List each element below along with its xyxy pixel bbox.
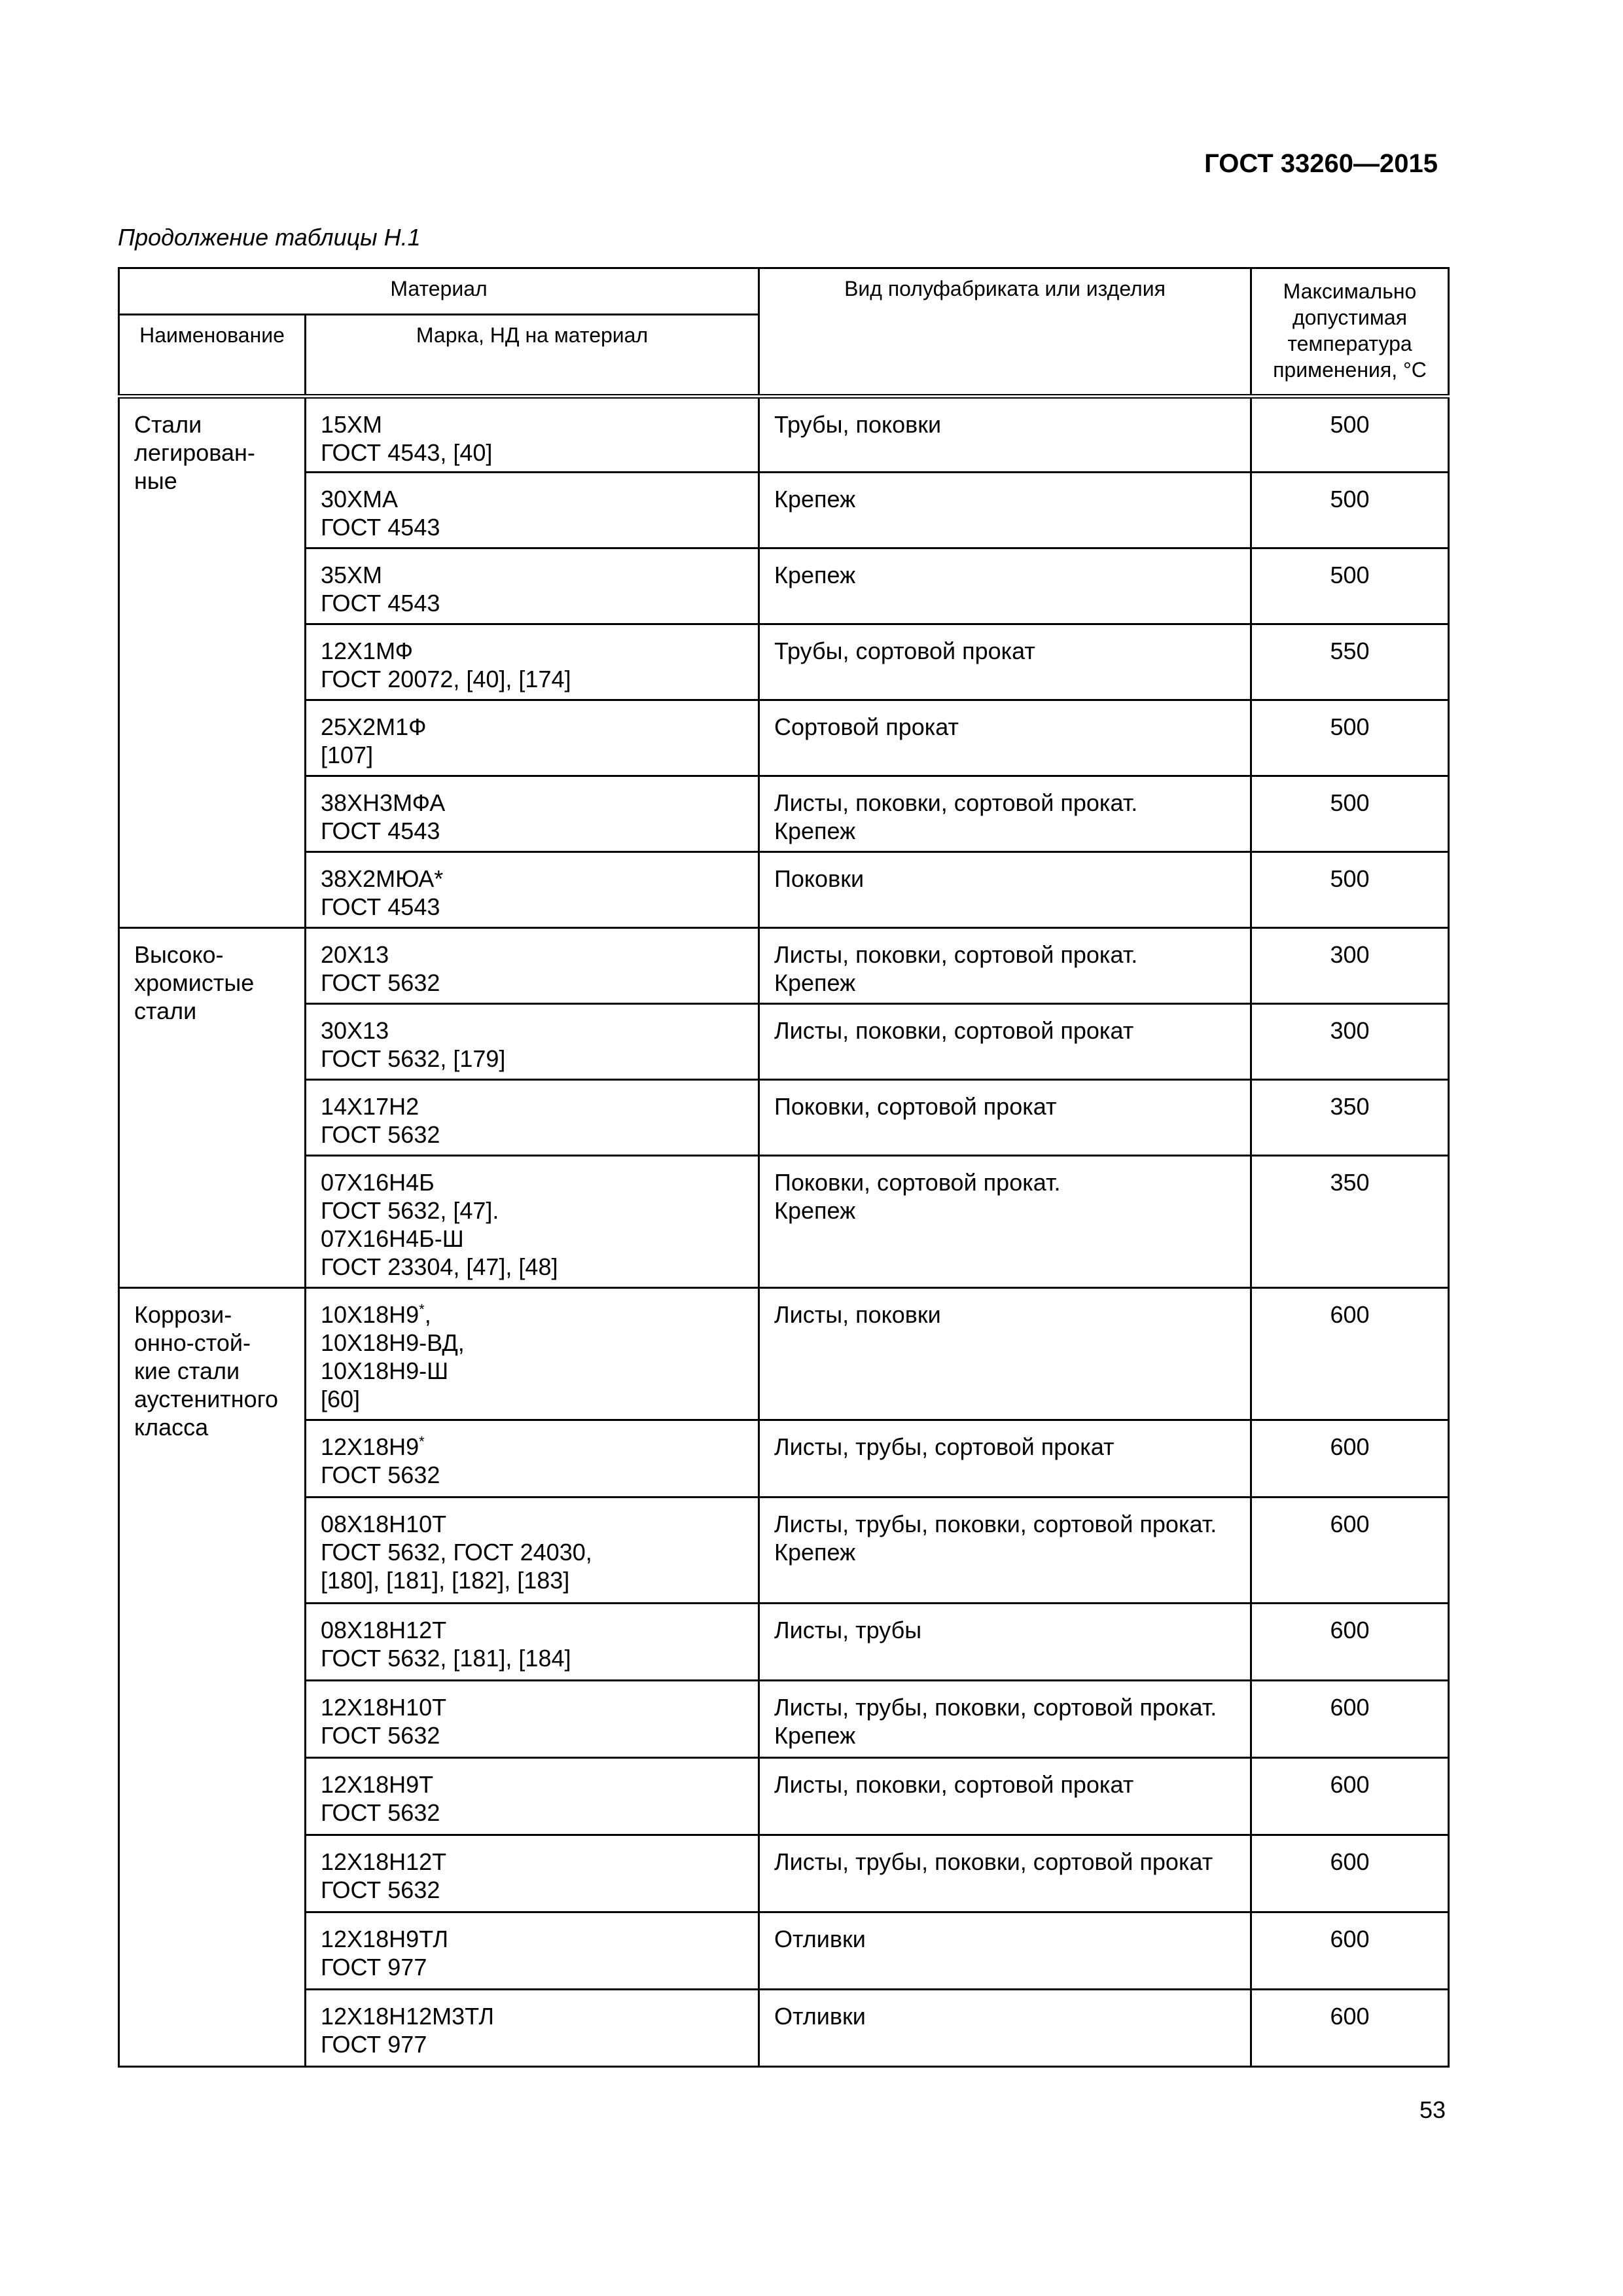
grade-cell <box>306 1990 759 2067</box>
table-row <box>119 1990 1449 2067</box>
cell-line: Высоко- <box>134 941 224 968</box>
temperature-cell: 600 <box>1251 1835 1449 1912</box>
grade-cell <box>306 397 759 473</box>
grade-cell <box>306 1912 759 1990</box>
product-cell <box>759 700 1251 776</box>
cell-line: 38ХН3МФА <box>321 789 446 816</box>
product-cell <box>759 1604 1251 1681</box>
cell-line: ГОСТ 5632 <box>321 1799 440 1826</box>
cell-line: Листы, поковки <box>774 1301 941 1328</box>
product-cell <box>759 1681 1251 1758</box>
product-cell <box>759 1498 1251 1604</box>
cell-line: Поковки, сортовой прокат <box>774 1093 1057 1120</box>
cell-line: ГОСТ 4543 <box>321 817 440 844</box>
cell-line: Листы, поковки, сортовой прокат. <box>774 941 1138 968</box>
temperature-cell: 600 <box>1251 1681 1449 1758</box>
table-body <box>119 397 1449 2067</box>
table-row <box>119 700 1449 776</box>
grade-cell <box>306 928 759 1004</box>
grade-cell <box>306 1420 759 1498</box>
cell-line: Листы, поковки, сортовой прокат <box>774 1017 1134 1044</box>
cell-line: 12Х18Н12М3ТЛ <box>321 2003 494 2030</box>
temperature-cell: 600 <box>1251 1420 1449 1498</box>
table-caption: Продолжение таблицы Н.1 <box>118 224 421 251</box>
table-row <box>119 397 1449 473</box>
grade-cell <box>306 1758 759 1835</box>
grade-cell <box>306 548 759 624</box>
product-cell <box>759 1080 1251 1156</box>
table-row <box>119 928 1449 1004</box>
temperature-cell: 350 <box>1251 1080 1449 1156</box>
product-cell <box>759 1835 1251 1912</box>
cell-line: ГОСТ 5632, ГОСТ 24030, <box>321 1539 592 1566</box>
cell-line: ГОСТ 5632 <box>321 969 440 996</box>
cell-line: Крепеж <box>774 1722 856 1749</box>
cell-line: стали <box>134 997 197 1024</box>
cell-line: Трубы, сортовой прокат <box>774 637 1035 664</box>
cell-line: Крепеж <box>774 817 856 844</box>
cell-line: Листы, трубы, поковки, сортовой прокат. <box>774 1511 1217 1537</box>
product-cell <box>759 776 1251 852</box>
cell-line: [180], [181], [182], [183] <box>321 1567 570 1594</box>
table-row <box>119 1604 1449 1681</box>
cell-line: кие стали <box>134 1357 240 1384</box>
cell-line: [60] <box>321 1386 361 1412</box>
cell-line: Листы, поковки, сортовой прокат. <box>774 789 1138 816</box>
cell-line: Стали <box>134 411 202 438</box>
cell-line: Листы, трубы, сортовой прокат <box>774 1433 1115 1460</box>
cell-line: 10Х18Н9*, <box>321 1301 431 1328</box>
product-cell <box>759 1156 1251 1288</box>
cell-line: ГОСТ 4543 <box>321 893 440 920</box>
cell-line: 38Х2МЮА* <box>321 865 444 892</box>
temperature-cell: 350 <box>1251 1156 1449 1288</box>
cell-line: Крепеж <box>774 562 856 588</box>
cell-line: ГОСТ 4543 <box>321 590 440 617</box>
cell-line: [107] <box>321 742 374 768</box>
cell-line: ГОСТ 5632 <box>321 1121 440 1148</box>
table-row <box>119 1912 1449 1990</box>
cell-line: ГОСТ 5632 <box>321 1462 440 1488</box>
cell-line: Крепеж <box>774 1539 856 1566</box>
cell-line: 08Х18Н12Т <box>321 1617 447 1643</box>
cell-line: ГОСТ 4543 <box>321 514 440 541</box>
product-cell <box>759 548 1251 624</box>
cell-line: Листы, трубы, поковки, сортовой прокат <box>774 1848 1213 1875</box>
document-code: ГОСТ 33260—2015 <box>1204 149 1438 178</box>
cell-line: ГОСТ 23304, [47], [48] <box>321 1253 558 1280</box>
product-cell <box>759 1004 1251 1080</box>
table-row <box>119 1758 1449 1835</box>
table-row <box>119 1004 1449 1080</box>
cell-line: Крепеж <box>774 969 856 996</box>
table-row <box>119 1498 1449 1604</box>
grade-cell <box>306 1835 759 1912</box>
table-row <box>119 624 1449 700</box>
temperature-cell: 600 <box>1251 1604 1449 1681</box>
cell-line: Трубы, поковки <box>774 411 942 438</box>
cell-line: 12Х18Н12Т <box>321 1848 447 1875</box>
cell-line: аустенитного <box>134 1386 279 1412</box>
product-cell <box>759 1990 1251 2067</box>
cell-line: 07Х16Н4Б-Ш <box>321 1225 464 1252</box>
cell-line: хромистые <box>134 969 255 996</box>
table-row <box>119 548 1449 624</box>
header-product: Вид полуфабриката или изделия <box>759 268 1251 397</box>
temperature-cell: 300 <box>1251 1004 1449 1080</box>
grade-cell <box>306 1004 759 1080</box>
cell-line: ГОСТ 20072, [40], [174] <box>321 666 571 692</box>
table-row <box>119 473 1449 548</box>
temperature-cell: 500 <box>1251 852 1449 928</box>
cell-line: ГОСТ 5632, [179] <box>321 1045 506 1072</box>
cell-line: Крепеж <box>774 1197 856 1224</box>
header-temp-line: применения, °С <box>1273 358 1427 382</box>
cell-line: 30ХМА <box>321 486 399 512</box>
grade-cell <box>306 1681 759 1758</box>
temperature-cell: 500 <box>1251 397 1449 473</box>
temperature-cell: 300 <box>1251 928 1449 1004</box>
header-temperature <box>1251 268 1449 397</box>
cell-line: онно-стой- <box>134 1329 251 1356</box>
grade-cell <box>306 1080 759 1156</box>
cell-line: Сортовой прокат <box>774 713 959 740</box>
table-row <box>119 1835 1449 1912</box>
table-row <box>119 1288 1449 1420</box>
cell-line: Отливки <box>774 1926 866 1952</box>
cell-line: ГОСТ 5632, [181], [184] <box>321 1645 571 1672</box>
grade-cell <box>306 852 759 928</box>
cell-line: 25Х2М1Ф <box>321 713 427 740</box>
cell-line: 08Х18Н10Т <box>321 1511 447 1537</box>
cell-line: Крепеж <box>774 486 856 512</box>
table-row <box>119 1080 1449 1156</box>
cell-line: 35ХМ <box>321 562 383 588</box>
cell-line: 10Х18Н9-ВД, <box>321 1329 465 1356</box>
cell-line: 07Х16Н4Б <box>321 1169 435 1196</box>
grade-cell <box>306 700 759 776</box>
table-row <box>119 852 1449 928</box>
header-temp-line: допустимая <box>1292 306 1408 329</box>
grade-cell <box>306 473 759 548</box>
temperature-cell: 500 <box>1251 700 1449 776</box>
product-cell <box>759 928 1251 1004</box>
cell-line: 12Х18Н9* <box>321 1433 425 1460</box>
cell-line: Поковки, сортовой прокат. <box>774 1169 1061 1196</box>
cell-line: 12Х18Н9ТЛ <box>321 1926 448 1952</box>
cell-line: ГОСТ 977 <box>321 2031 427 2058</box>
cell-line: Коррози- <box>134 1301 232 1328</box>
temperature-cell: 600 <box>1251 1288 1449 1420</box>
header-name: Наименование <box>119 315 306 397</box>
product-cell <box>759 1758 1251 1835</box>
temperature-cell: 500 <box>1251 548 1449 624</box>
table-row <box>119 776 1449 852</box>
header-temp-line: Максимально <box>1283 279 1417 303</box>
grade-cell <box>306 1604 759 1681</box>
cell-line: 12Х1МФ <box>321 637 414 664</box>
cell-line: 30Х13 <box>321 1017 389 1044</box>
cell-line: класса <box>134 1414 209 1441</box>
cell-line: 12Х18Н10Т <box>321 1694 447 1721</box>
product-cell <box>759 1420 1251 1498</box>
cell-line: ГОСТ 5632 <box>321 1722 440 1749</box>
product-cell <box>759 852 1251 928</box>
cell-line: Листы, трубы, поковки, сортовой прокат. <box>774 1694 1217 1721</box>
product-cell <box>759 624 1251 700</box>
group-name-cell <box>119 928 306 1288</box>
cell-line: 14Х17Н2 <box>321 1093 419 1120</box>
cell-line: Листы, трубы <box>774 1617 922 1643</box>
product-cell <box>759 397 1251 473</box>
product-cell <box>759 473 1251 548</box>
cell-line: ные <box>134 467 177 494</box>
cell-line: 10Х18Н9-Ш <box>321 1357 449 1384</box>
table-row <box>119 1681 1449 1758</box>
product-cell <box>759 1912 1251 1990</box>
table-header <box>119 268 1449 397</box>
header-grade: Марка, НД на материал <box>306 315 759 397</box>
grade-cell <box>306 776 759 852</box>
table-row <box>119 1420 1449 1498</box>
cell-line: легирован- <box>134 439 255 466</box>
cell-line: ГОСТ 4543, [40] <box>321 439 493 466</box>
cell-line: ГОСТ 5632, [47]. <box>321 1197 499 1224</box>
cell-line: 12Х18Н9Т <box>321 1771 434 1798</box>
temperature-cell: 500 <box>1251 473 1449 548</box>
cell-line: Поковки <box>774 865 865 892</box>
grade-cell <box>306 624 759 700</box>
cell-line: 20Х13 <box>321 941 389 968</box>
group-name-cell <box>119 1288 306 2067</box>
cell-line: ГОСТ 5632 <box>321 1876 440 1903</box>
grade-cell <box>306 1498 759 1604</box>
cell-line: Листы, поковки, сортовой прокат <box>774 1771 1134 1798</box>
page-number: 53 <box>1419 2096 1446 2123</box>
header-material: Материал <box>119 268 759 315</box>
table-row <box>119 1156 1449 1288</box>
group-name-cell <box>119 397 306 928</box>
temperature-cell: 600 <box>1251 1912 1449 1990</box>
cell-line: Отливки <box>774 2003 866 2030</box>
header-temp-line: температура <box>1287 332 1412 355</box>
product-cell <box>759 1288 1251 1420</box>
temperature-cell: 600 <box>1251 1498 1449 1604</box>
temperature-cell: 500 <box>1251 776 1449 852</box>
temperature-cell: 600 <box>1251 1758 1449 1835</box>
grade-cell <box>306 1288 759 1420</box>
grade-cell <box>306 1156 759 1288</box>
cell-line: 15ХМ <box>321 411 383 438</box>
cell-line: ГОСТ 977 <box>321 1954 427 1981</box>
materials-table <box>118 267 1450 2068</box>
temperature-cell: 550 <box>1251 624 1449 700</box>
temperature-cell: 600 <box>1251 1990 1449 2067</box>
